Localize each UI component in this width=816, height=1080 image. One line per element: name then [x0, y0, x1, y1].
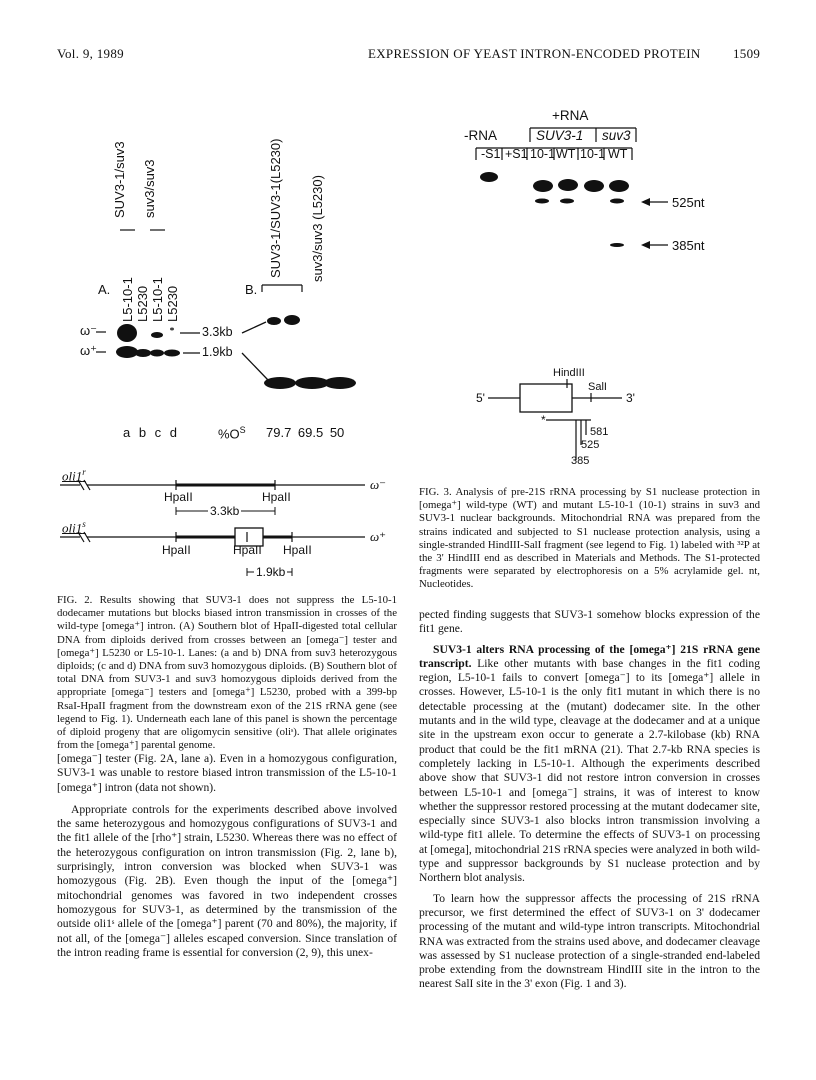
- genotype-a1: SUV3-1/suv3: [112, 141, 127, 218]
- lane-10-1-b: 10-1: [580, 147, 606, 161]
- suv3-label: suv3: [602, 128, 631, 143]
- page-number: 1509: [733, 46, 761, 61]
- plus-rna-label: +RNA: [552, 108, 589, 123]
- lane-label-1: L5-10-1: [120, 277, 135, 322]
- gel-bands: [480, 172, 629, 247]
- marker-525nt: 525nt: [672, 195, 705, 210]
- map-omega-minus: ω⁻: [370, 477, 387, 492]
- hindiii-site: HindIII: [553, 367, 585, 379]
- probe-581: 581: [590, 426, 609, 438]
- right-para-2-body: Like other mutants with base changes in the fit1 coding region, L5-10-1 fails to convert [omega⁻] to its [omega⁺] allele in crosses. However, L5-10-1 is the only fit1 mutant in which there is no detectable processing at the (mutant) dodecamer site. In the other mutants and in the wild type, cleavage at the dodecamer and at a unique site in the upstream exon occur to generate a 2.7-kilobase (kb) RNA product that could be the fit1 mRNA (21). That 2.7-kb RNA species is completely lacking in L5-10-1. Although the experiments described above show that SUV3-1 did not restore intron conversion in crosses between L5-10-1 and [omega⁻] strains, it was of interest to know whether the suppressor restored processing at the mutant dodecamer site, especially since SUV3-1 also blocks intron transmission involving a wild-type fit1 allele. To determine the effects of SUV3-1 on processing at [omega], mitochondrial 21S rRNA species were analyzed in both wild-type and suppressor backgrounds by S1 nuclease protection and by Northern blot analysis.: [419, 656, 760, 885]
- genotype-a2: suv3/suv3: [142, 159, 157, 218]
- suv3-1-label: SUV3-1: [536, 128, 584, 143]
- hpa-site-s3: HpaII: [283, 543, 312, 557]
- lane-label-3: L5-10-1: [150, 277, 165, 322]
- band-wt-b-385: [610, 243, 624, 247]
- left-column: [57, 752, 397, 960]
- map-oli1s-text: oli1: [62, 520, 83, 536]
- label-star: *: [541, 413, 546, 427]
- map-1-9kb: 1.9kb: [256, 565, 286, 579]
- lane-10-1-a: 10-1: [530, 147, 556, 161]
- right-para-2: [419, 643, 760, 886]
- map-oli1r-sup: r: [82, 467, 86, 477]
- probe-525: 525: [581, 439, 600, 451]
- lane-label-2: L5230: [135, 285, 150, 322]
- map-oli1s-sup: s: [82, 519, 86, 529]
- lane-wt-b: WT: [608, 147, 628, 161]
- omega-minus-label: ω⁻: [80, 323, 98, 338]
- band-10-1-a-525: [535, 199, 549, 204]
- running-header-title: EXPRESSION OF YEAST INTRON-ENCODED PROTEIN: [368, 46, 701, 61]
- figure-3-caption: FIG. 3. Analysis of pre-21S rRNA processing by S1 nuclease protection in [omega⁺] wild-type (WT) and mutant L5-10-1 (10-1) strains in suv3 and SUV3-1 nuclear backgrounds. Mitochondrial RNA was prepared from the strains indicated and subjected to S1 nuclease protection analysis, using a single-stranded HindIII-SalI fragment (see legend to Fig. 1) labeled with ³²P at the 3' HindIII end as described in Materials and Methods. The S1-protected fragments were separated by electrophoresis on a 5% acrylamide gel. nt, Nucleotides.: [419, 486, 760, 591]
- right-para-1: pected finding suggests that SUV3-1 somehow blocks expression of the fit1 gene.: [419, 608, 760, 636]
- right-para-3: To learn how the suppressor affects the processing of 21S rRNA precursor, we first determined the effect of SUV3-1 on 3' dodecamer processing of the mutant and wild-type intron transcripts. Mitochondrial RNA was extracted from the strains used above, and dodecamer cleavage was assessed by S1 nuclease protection of a single-stranded end-labeled probe extending from the downstream HindIII site in the intron to the nearest SalI site in the 3' exon (Fig. 1 and 3).: [419, 891, 760, 991]
- band-wt-a-top: [558, 179, 578, 191]
- five-prime: 5': [476, 391, 485, 405]
- map-omega-plus: ω⁺: [370, 529, 387, 544]
- lane-wt-a: WT: [556, 147, 576, 161]
- left-para-2: Appropriate controls for the experiments described above involved the same heterozygous and homozygous configurations of SUV3-1 and the fit1 allele of the [rho⁺] strain, L5230. Whereas there was no effect of the heterozygous configuration on intron transmission (Fig. 2, lane b), surprisingly, intron conversion was blocked when SUV3-1 was homozygous (Fig. 2B). Even though the input of the [omega⁺] mitochondrial genomes was favored in two independent crosses homozygous for SUV3-1, as determined by the transmission of the outside oli1ˢ allele of the [omega⁺] parent (70 and 80%), the majority, if not all, of the [omega⁻] alleles escaped conversion. Since translation of the intron reading frame is essential for conversion (2, 9), this unex-: [57, 802, 397, 959]
- map-oli1r-text: oli1: [62, 468, 83, 484]
- panel-a-label: A.: [98, 282, 111, 297]
- three-prime: 3': [626, 391, 635, 405]
- hpa-site-r2: HpaII: [262, 490, 291, 504]
- left-para-1: [omega⁻] tester (Fig. 2A, lane a). Even in a homozygous configuration, SUV3-1 was unable to restore biased intron transmission of the L5-10-1 [omega⁺] intron (data not shown).: [57, 752, 397, 794]
- band-wt-b-top: [609, 180, 629, 192]
- size-marker-1-9kb: 1.9kb: [202, 345, 233, 359]
- band-minus-s1: [480, 172, 498, 182]
- percent-oli-values: 79.7 69.5 50: [266, 425, 345, 440]
- marker-385nt: 385nt: [672, 238, 705, 253]
- running-header-left: Vol. 9, 1989: [57, 46, 124, 61]
- hpa-site-r1: HpaII: [164, 490, 193, 504]
- size-marker-3-3kb: 3.3kb: [202, 325, 233, 339]
- map-3-3kb: 3.3kb: [210, 504, 240, 518]
- section-heading: SUV3-1 alters RNA processing of the [omega⁺] 21S rRNA gene transcript.: [419, 642, 760, 670]
- probe-385: 385: [571, 455, 590, 467]
- genotype-b2: suv3/suv3 (L5230): [310, 175, 325, 282]
- lane-label-4: L5230: [165, 285, 180, 322]
- percent-oli-text: %O: [218, 426, 240, 442]
- sali-site: SalI: [588, 381, 607, 393]
- band-wt-a-525: [560, 199, 574, 204]
- lane-plus-s1: +S1: [505, 147, 528, 161]
- panel-b-label: B.: [245, 282, 258, 297]
- band-10-1-a-top: [533, 180, 553, 192]
- band-10-1-b-top: [584, 180, 604, 192]
- lane-letters: a b c d: [123, 425, 178, 440]
- band-wt-a-525b: [610, 199, 624, 204]
- percent-oli-sup: S: [239, 425, 246, 435]
- lane-minus-s1: -S1: [481, 147, 501, 161]
- hpa-site-s2: HpaII: [233, 543, 262, 557]
- genotype-b1: SUV3-1/SUV3-1(L5230): [268, 138, 283, 278]
- hpa-site-s1: HpaII: [162, 543, 191, 557]
- omega-plus-label: ω⁺: [80, 343, 98, 358]
- minus-rna-label: -RNA: [464, 128, 497, 143]
- figure-2-caption: FIG. 2. Results showing that SUV3-1 does not suppress the L5-10-1 dodecamer mutations but blocks biased intron transmission in crosses of the wild-type [omega⁺] intron. (A) Southern blot of HpaII-digested total cellular DNA from diploids derived from crosses between an [omega⁻] tester and [omega⁺] L5230 or L5-10-1. Lanes: (a and b) DNA from suv3 heterozygous diploids; (c and d) DNA from suv3 homozygous diploids. (B) Southern blot of total DNA from SUV3-1 and suv3 homozygous diploids derived from the appropriate [omega⁻] testers and [omega⁺] L5230, probed with a 399-bp RsaI-HpaII fragment from the downstream exon of the 21S rRNA gene (see legend to Fig. 1). Underneath each lane of this panel is shown the percentage of diploid progeny that are oligomycin sensitive (oliˢ). That allele originates from the [omega⁺] parental genome.: [57, 594, 397, 752]
- right-column: [419, 608, 760, 992]
